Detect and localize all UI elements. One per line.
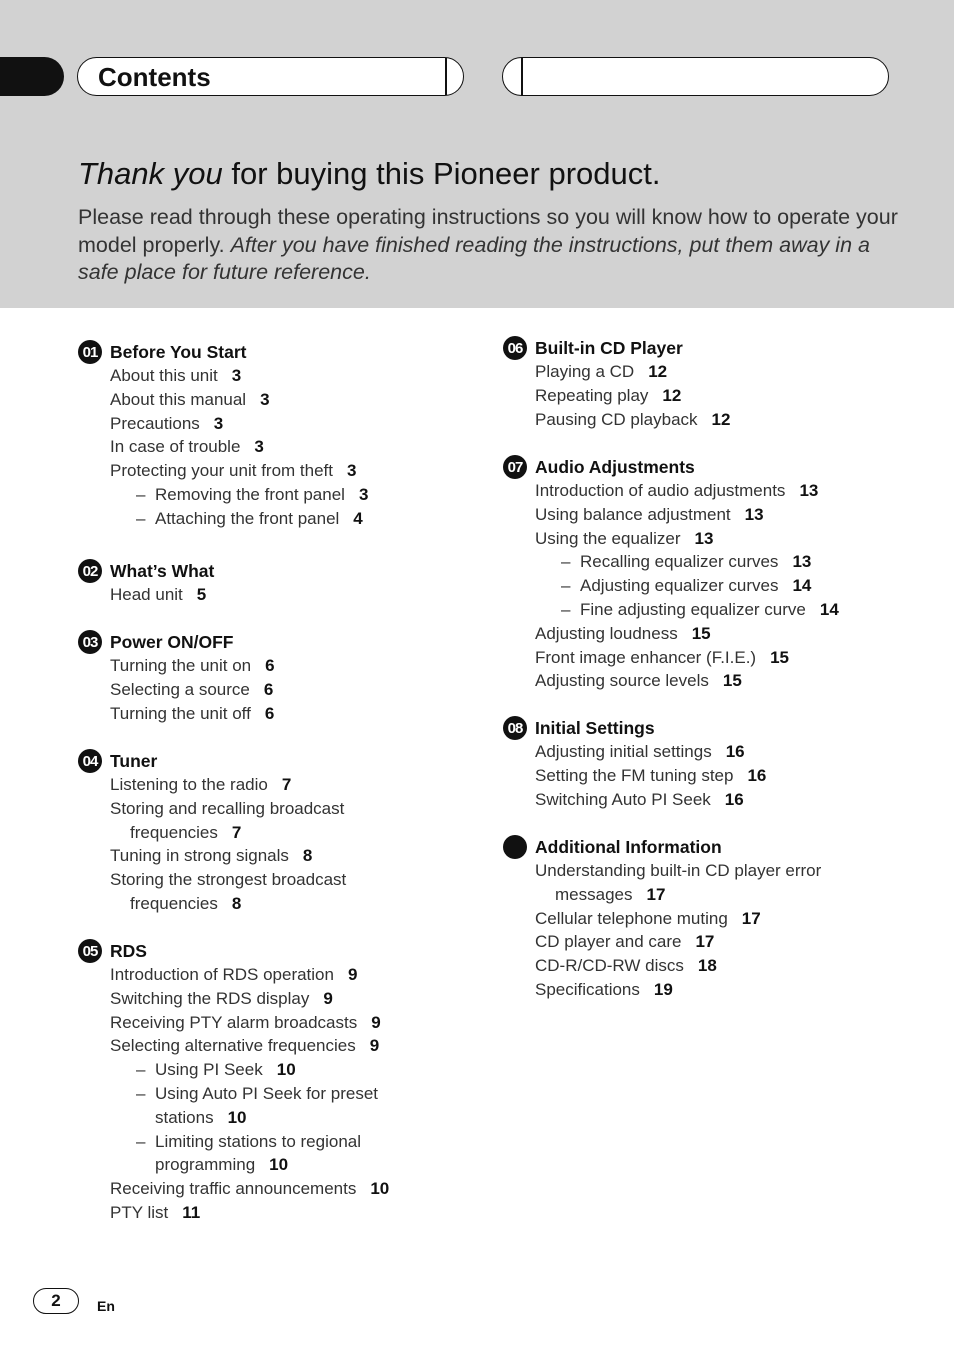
language-label: En	[97, 1298, 115, 1314]
dash-bullet: –	[136, 1083, 146, 1103]
section-heading	[82, 559, 215, 583]
entry-page-number: 3	[213, 413, 224, 433]
entry-continuation	[155, 1153, 389, 1177]
section-entries	[535, 740, 766, 811]
toc-entry	[110, 1058, 389, 1082]
toc-entry	[535, 788, 766, 812]
entry-page-number: 3	[358, 484, 369, 504]
entry-page-number: 13	[792, 552, 812, 572]
entry-continuation-text: stations	[155, 1107, 214, 1127]
header-divider	[521, 58, 523, 95]
section-heading	[82, 939, 389, 963]
entry-page-number: 10	[269, 1155, 289, 1175]
section-number-badge: 05	[78, 939, 102, 963]
entry-text: Attaching the front panel	[155, 508, 340, 528]
entry-text: Turning the unit off	[110, 703, 251, 723]
contents-header-box	[77, 57, 464, 96]
entry-text: Limiting stations to regional	[155, 1131, 362, 1151]
section-entries	[110, 583, 214, 607]
toc-entry	[110, 435, 368, 459]
entry-text: CD player and care	[535, 932, 682, 952]
section-heading	[507, 716, 766, 740]
section-title: Built-in CD Player	[535, 338, 683, 358]
toc-entry	[110, 987, 389, 1011]
toc-entry	[535, 646, 839, 670]
section-entries	[535, 479, 839, 693]
entry-page-number: 3	[254, 437, 264, 457]
toc-section	[507, 455, 839, 693]
entry-page-number: 3	[231, 366, 242, 385]
dash-bullet: –	[561, 552, 571, 572]
section-entries	[535, 859, 821, 1002]
entry-page-number: 5	[196, 585, 207, 604]
toc-section	[82, 749, 347, 916]
entry-page-number: 13	[799, 481, 819, 500]
toc-entry	[535, 479, 839, 503]
entry-text: Fine adjusting equalizer curve	[580, 599, 806, 619]
entry-continuation-text: programming	[155, 1155, 256, 1175]
entry-page-number: 17	[646, 884, 666, 904]
entry-text: Listening to the radio	[110, 775, 268, 794]
dash-bullet: –	[561, 599, 571, 619]
entry-page-number: 3	[347, 461, 357, 481]
entry-page-number: 4	[353, 508, 363, 528]
entry-text: Front image enhancer (F.I.E.)	[535, 647, 757, 667]
toc-entry	[110, 507, 368, 531]
entry-page-number: 15	[691, 623, 711, 643]
section-number-badge: 07	[503, 455, 527, 479]
toc-entry	[110, 459, 368, 483]
intro-italic: After you have finished reading the instructions, put them away in a safe place for future reference.	[78, 232, 870, 284]
section-number-badge: 06	[503, 336, 527, 360]
section-number-badge: 04	[78, 749, 102, 773]
toc-section	[507, 716, 767, 811]
toc-entry	[110, 963, 389, 987]
entry-text: Setting the FM tuning step	[535, 765, 734, 785]
entry-page-number: 14	[792, 576, 812, 596]
section-title: What’s What	[110, 561, 215, 581]
section-number-badge: 02	[78, 559, 102, 583]
entry-text: Repeating play	[535, 385, 649, 405]
dash-bullet: –	[561, 576, 571, 596]
dash-bullet: –	[136, 1060, 146, 1080]
entry-text: Head unit	[110, 585, 183, 604]
entry-page-number: 17	[695, 932, 715, 952]
entry-page-number: 12	[662, 385, 682, 405]
section-heading	[507, 336, 730, 360]
entry-text: In case of trouble	[110, 437, 241, 457]
entry-page-number: 6	[265, 656, 275, 675]
section-title: Additional Information	[535, 837, 722, 857]
toc-entry	[110, 702, 275, 726]
thank-you-rest: for buying this Pioneer product.	[222, 156, 661, 191]
entry-page-number: 10	[370, 1179, 390, 1199]
section-number-badge: 01	[78, 340, 102, 364]
toc-entry	[110, 868, 346, 916]
toc-entry	[110, 1130, 389, 1178]
entry-text: Storing and recalling broadcast	[110, 798, 345, 818]
toc-entry	[110, 1201, 389, 1225]
section-heading	[507, 455, 839, 479]
section-tab-marker	[0, 57, 64, 96]
entry-text: Adjusting equalizer curves	[580, 576, 779, 596]
entry-text: Protecting your unit from theft	[110, 461, 333, 481]
toc-entry	[110, 1177, 389, 1201]
section-heading	[535, 835, 821, 859]
section-title: Power ON/OFF	[110, 632, 234, 652]
entry-text: Switching Auto PI Seek	[535, 789, 711, 809]
entry-page-number: 16	[724, 789, 744, 809]
header-empty-box	[502, 57, 889, 96]
entry-page-number: 14	[819, 599, 839, 619]
entry-text: Pausing CD playback	[535, 409, 698, 429]
section-entries	[110, 654, 275, 725]
entry-text: Understanding built-in CD player error	[535, 861, 822, 880]
toc-entry	[110, 1082, 389, 1130]
toc-section	[82, 340, 369, 531]
entry-text: Introduction of audio adjustments	[535, 481, 786, 500]
toc-entry	[110, 773, 346, 797]
toc-entry	[535, 550, 839, 574]
entry-page-number: 13	[744, 504, 764, 524]
entry-text: Tuning in strong signals	[110, 846, 289, 866]
section-title: Audio Adjustments	[535, 457, 695, 477]
toc-entry	[535, 978, 821, 1002]
entry-page-number: 17	[741, 908, 761, 928]
entry-page-number: 19	[653, 979, 673, 999]
section-title: Initial Settings	[535, 718, 655, 738]
toc-entry	[535, 954, 821, 978]
toc-section	[82, 939, 390, 1225]
entry-text: Cellular telephone muting	[535, 908, 728, 928]
entry-page-number: 7	[281, 775, 292, 794]
entry-text: Using Auto PI Seek for preset	[155, 1083, 379, 1103]
entry-page-number: 9	[371, 1012, 381, 1032]
entry-page-number: 10	[227, 1107, 247, 1127]
toc-entry	[535, 764, 766, 788]
entry-page-number: 8	[231, 893, 242, 913]
section-number-badge: 03	[78, 630, 102, 654]
section-entries	[110, 963, 389, 1225]
entry-text: Precautions	[110, 413, 200, 433]
entry-continuation-text: messages	[555, 884, 633, 904]
entry-page-number: 9	[369, 1036, 380, 1056]
toc-entry	[110, 1034, 389, 1058]
toc-entry	[110, 483, 368, 507]
intro-paragraph	[78, 204, 908, 287]
toc-entry	[110, 364, 368, 388]
toc-entry	[110, 654, 275, 678]
entry-text: Using PI Seek	[155, 1060, 263, 1080]
toc-entry	[535, 574, 839, 598]
page-number: 2	[33, 1288, 79, 1314]
toc-entry	[110, 412, 368, 436]
section-entries	[110, 773, 346, 916]
entry-text: Using the equalizer	[535, 528, 681, 548]
entry-text: Selecting a source	[110, 679, 250, 699]
entry-text: Selecting alternative frequencies	[110, 1036, 356, 1056]
toc-entry	[535, 384, 730, 408]
toc-entry	[535, 527, 839, 551]
toc-entry	[110, 678, 275, 702]
entry-text: Using balance adjustment	[535, 504, 731, 524]
section-heading	[82, 630, 275, 654]
toc-entry	[110, 844, 346, 868]
entry-page-number: 6	[264, 703, 275, 723]
section-entries	[110, 364, 368, 531]
entry-page-number: 18	[697, 956, 717, 976]
dash-bullet: –	[136, 1131, 146, 1151]
entry-text: About this manual	[110, 389, 247, 409]
entry-text: Specifications	[535, 979, 640, 999]
entry-page-number: 9	[347, 965, 358, 984]
entry-page-number: 6	[263, 679, 274, 699]
section-heading	[82, 749, 346, 773]
toc-section	[82, 559, 215, 607]
entry-text: Adjusting loudness	[535, 623, 678, 643]
contents-title: Contents	[98, 62, 211, 92]
entry-page-number: 16	[725, 742, 745, 761]
entry-text: Introduction of RDS operation	[110, 965, 334, 984]
entry-continuation	[155, 1106, 389, 1130]
toc-section	[82, 630, 275, 725]
entry-text: Playing a CD	[535, 362, 635, 381]
toc-entry	[535, 930, 821, 954]
toc-section	[507, 336, 731, 431]
dash-bullet: –	[136, 508, 146, 528]
toc-entry	[110, 388, 368, 412]
entry-continuation	[110, 821, 346, 845]
section-title: Tuner	[110, 751, 158, 771]
toc-entry	[535, 408, 730, 432]
entry-page-number: 12	[711, 409, 731, 429]
entry-page-number: 15	[722, 671, 742, 691]
section-entries	[535, 360, 730, 431]
entry-continuation	[110, 892, 346, 916]
toc-entry	[535, 503, 839, 527]
entry-text: Adjusting source levels	[535, 671, 709, 691]
toc-entry	[535, 360, 730, 384]
intro-plain: Please read through these operating instructions so you will know how to operate your model properly.	[78, 205, 898, 257]
entry-page-number: 11	[182, 1202, 201, 1222]
entry-page-number: 7	[231, 822, 242, 842]
entry-page-number: 9	[323, 988, 333, 1008]
entry-page-number: 8	[302, 846, 313, 866]
entry-text: Receiving PTY alarm broadcasts	[110, 1012, 358, 1032]
entry-text: Adjusting initial settings	[535, 742, 712, 761]
entry-text: Storing the strongest broadcast	[110, 870, 347, 890]
entry-page-number: 3	[260, 389, 270, 409]
entry-text: CD-R/CD-RW discs	[535, 956, 684, 976]
entry-continuation-text: frequencies	[130, 893, 218, 913]
toc-entry	[110, 1011, 389, 1035]
entry-text: Recalling equalizer curves	[580, 552, 779, 572]
section-title: RDS	[110, 941, 147, 961]
toc-entry	[110, 583, 214, 607]
entry-continuation-text: frequencies	[130, 822, 218, 842]
entry-page-number: 13	[694, 528, 714, 548]
toc-entry	[535, 740, 766, 764]
section-number-badge: 08	[503, 716, 527, 740]
entry-page-number: 12	[648, 362, 668, 381]
toc-entry	[535, 622, 839, 646]
thank-you-italic: Thank you	[78, 156, 223, 191]
header-divider	[445, 58, 447, 95]
thank-you-title	[78, 156, 660, 192]
entry-text: About this unit	[110, 366, 218, 385]
entry-text: Receiving traffic announcements	[110, 1179, 357, 1199]
dash-bullet: –	[136, 484, 146, 504]
section-title: Before You Start	[110, 342, 247, 362]
toc-entry	[110, 797, 346, 845]
entry-text: Turning the unit on	[110, 656, 252, 675]
entry-text: Switching the RDS display	[110, 988, 310, 1008]
section-heading	[82, 340, 368, 364]
toc-entry	[535, 669, 839, 693]
entry-page-number: 10	[276, 1060, 296, 1080]
entry-text: PTY list	[110, 1202, 169, 1222]
entry-page-number: 15	[770, 647, 790, 667]
entry-text: Removing the front panel	[155, 484, 345, 504]
section-number-badge	[503, 835, 527, 859]
toc-entry	[535, 859, 821, 907]
toc-section	[535, 835, 821, 1002]
toc-entry	[535, 907, 821, 931]
entry-page-number: 16	[747, 765, 767, 785]
entry-continuation	[535, 883, 821, 907]
toc-entry	[535, 598, 839, 622]
